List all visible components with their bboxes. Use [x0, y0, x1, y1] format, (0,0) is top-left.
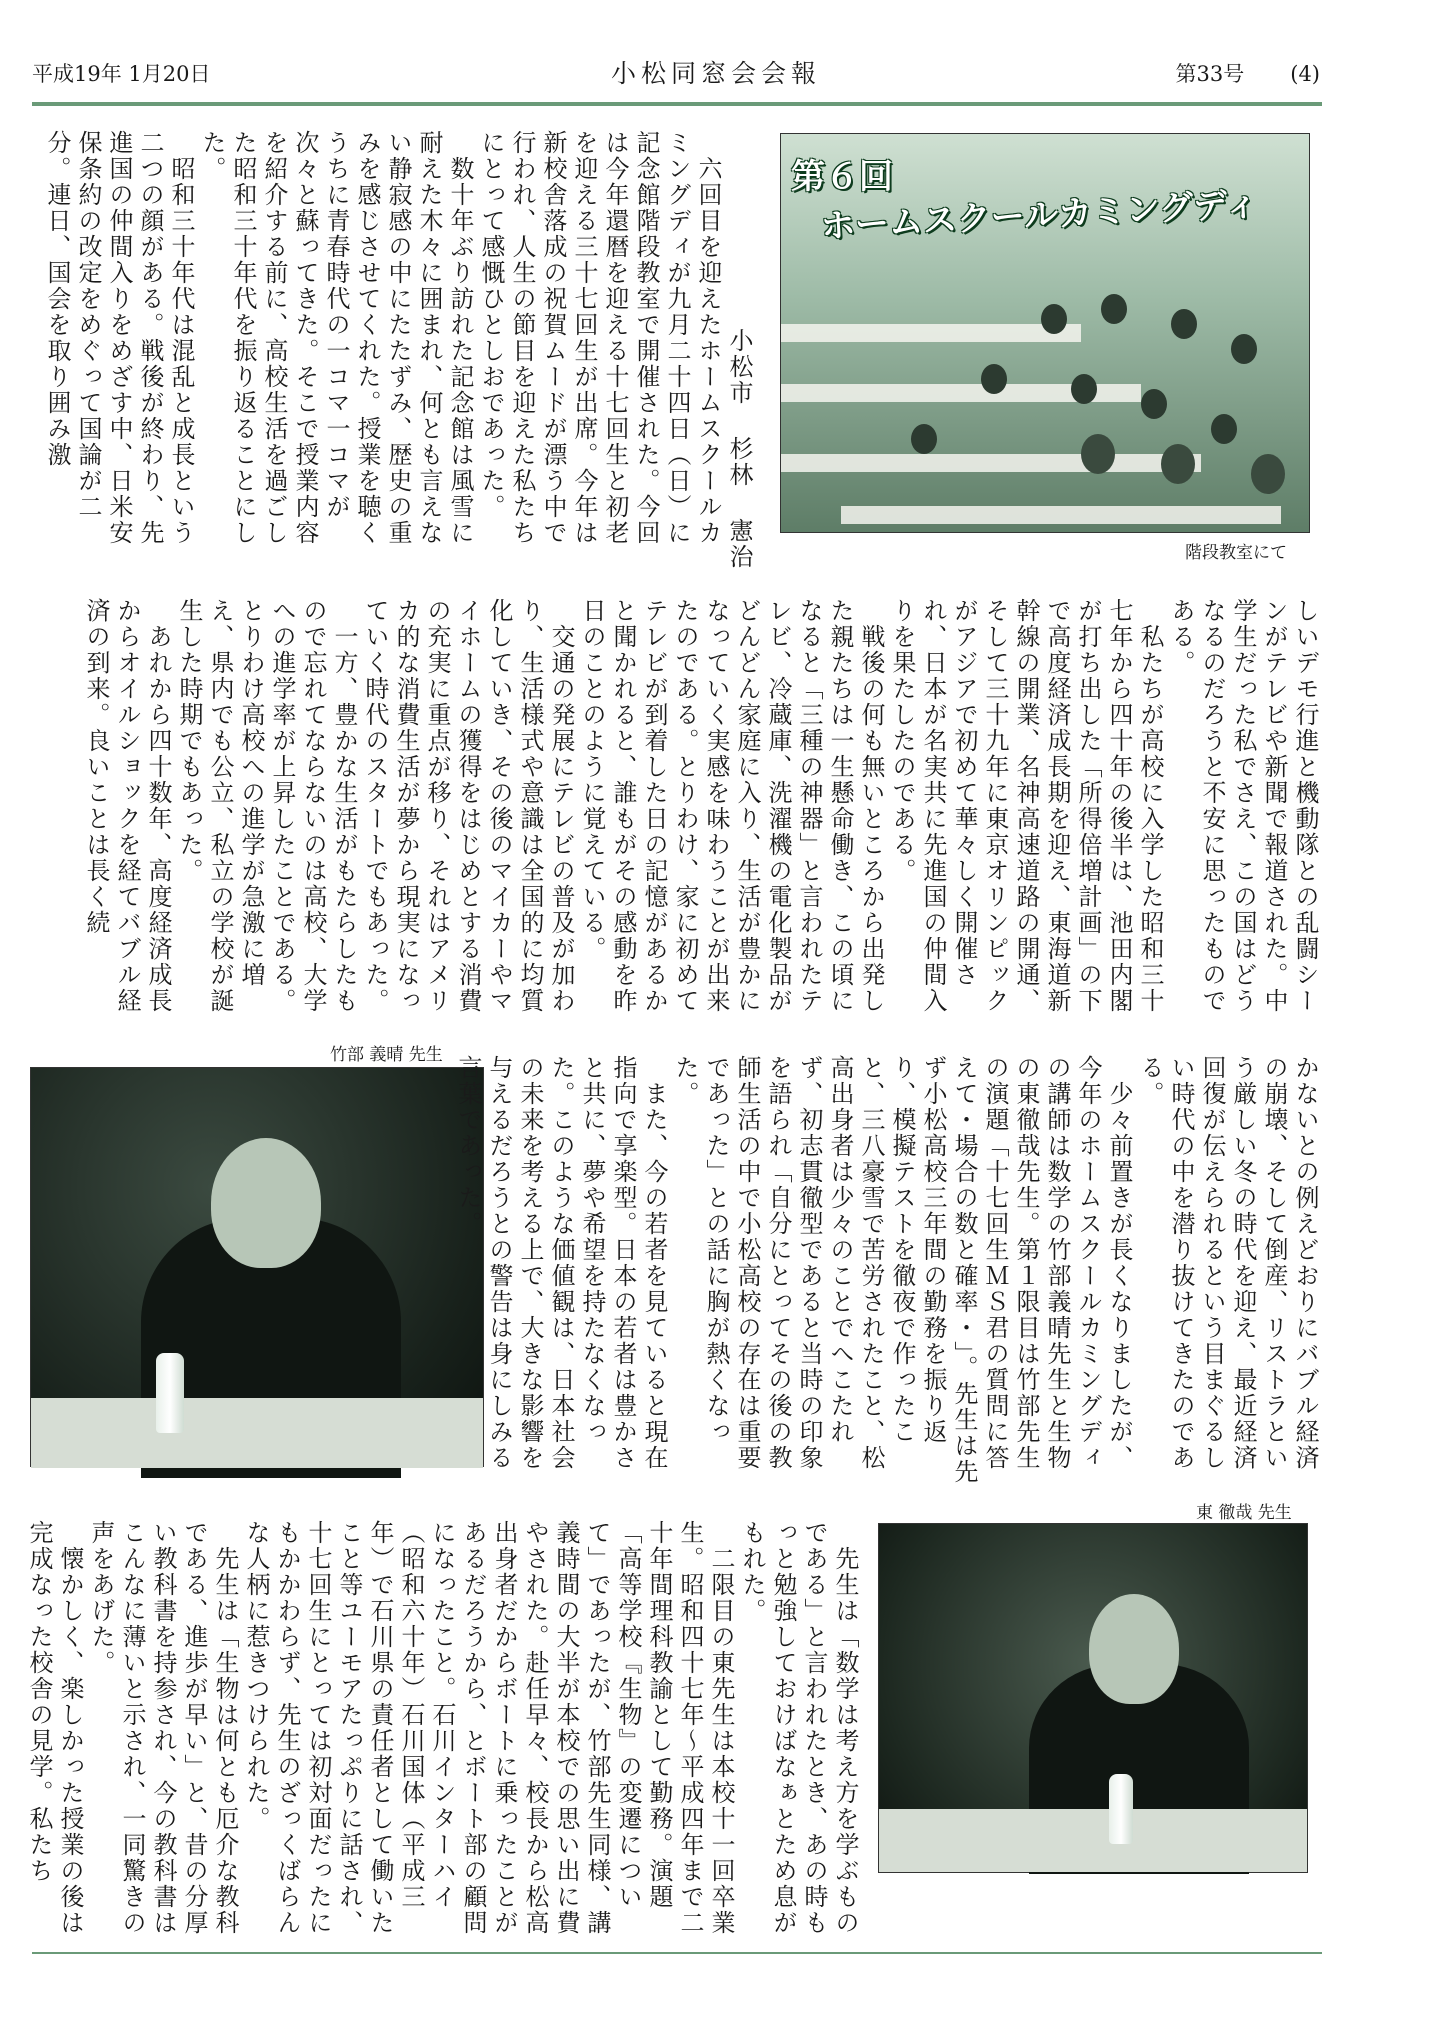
issue-date: 平成19年 1月20日 — [32, 62, 211, 86]
page-number: (4) — [1290, 62, 1320, 86]
issue-number: 第33号 — [1175, 62, 1245, 86]
article-block-4 — [25, 1520, 860, 1940]
teacher2-caption: 東 徹哉 先生 — [1196, 1503, 1292, 1523]
classroom-photo-title — [791, 152, 1259, 252]
newsletter-title: 小松同窓会会報 — [610, 59, 821, 88]
classroom-photo — [780, 133, 1310, 533]
article-text-2: しいデモ行進と機動隊との乱闘シーンがテレビや新聞で報道された。中学生だった私でさえ、この国はどうなるのだろうと不安に思ったものである。 私たちが高校に入学した昭和三十七年から四十年の後半は、池田内閣が打ち出した「所得倍増計画」の下で高度経済成長期を迎え、東海道新幹線の開業、名神高速道路の開通、そして三十九年に東京オリンピックがアジアで初めて華々しく開催され、日本が名実共に先進国の仲間入りを果たしたのである。 戦後の何も無いところから出発した親たちは一生懸命働き、この頃になると「三種の神器」と言われたテレビ、冷蔵庫、洗濯機の電化製品がどんどん家庭に入り、生活が豊かになっていく実感を味わうことが出来たのである。とりわけ、家に初めてテレビが到着した日の記憶があるかと聞かれると、誰もがその感動を昨日のことのように覚えている。 交通の発展にテレビの普及が加わり、生活様式や意識は全国的に均質化していき、その後のマイカーやマイホームの獲得をはじめとする消費の充実に重点が移り、それはアメリカ的な消費生活が夢から現実になっていく時代のスタートでもあった。 一方、豊かな生活がもたらしたもので忘れてならないのは高校、大学への進学率が上昇したことである。とりわけ高校への進学が急激に増え、県内でも公立、私立の学校が誕生した時期でもあった。 あれから四十数年、高度経済成長からオイルショックを経てバブル経済の到来。良いことは長く続 — [82, 598, 1319, 1014]
article-block-1 — [43, 130, 760, 570]
footer-rule — [32, 1952, 1322, 1954]
classroom-photo-title-line1: 第６回 — [791, 157, 893, 197]
classroom-photo-caption: 階段教室にて — [1185, 543, 1287, 563]
article-byline: 小松市 杉林 憲治 — [725, 328, 753, 570]
article-text-3: かないとの例えどおりにバブル経済の崩壊、そして倒産、リストラという厳しい冬の時代を迎え、最近経済回復が伝えられるという目まぐるしい時代の中を潜り抜けてきたのである。 少々前置きが長くなりましたが、今年のホームスクールカミングディの講師は数学の竹部義晴先生と生物の東徹哉先生。第１限目は竹部先生の演題「十七回生ＭＳ君の質問に答えて・場合の数と確率・」。先生は先ず小松高校三年間の勤務を振り返り、模擬テストを徹夜で作ったこと、三八豪雪で苦労されたこと、松高出身者は少々のことでへこたれず、初志貫徹型であると当時の印象を語られ「自分にとってその後の教師生活の中で小松高校の存在は重要であった」との話に胸が熱くなった。 また、今の若者を見ていると現在指向で享楽型。日本の若者は豊かさと共に、夢や希望を持たなくなった。このような価値観は、日本社会の未来を考える上で、大きな影響を与えるだろうとの警告は身にしみる言葉であった。 — [454, 1055, 1319, 1485]
article-block-2 — [60, 598, 1320, 1030]
header-rule — [32, 102, 1322, 106]
teacher1-caption: 竹部 義晴 先生 — [330, 1045, 443, 1065]
teacher2-photo — [878, 1523, 1308, 1873]
article-block-3 — [454, 1055, 1320, 1485]
article-text-4: 先生は「数学は考え方を学ぶものである」と言われたとき、あの時もっと勉強しておけばなぁとため息がもれた。 二限目の東先生は本校十一回卒業生。昭和四十七年〜平成四年まで二十年間理科教諭として勤務。演題「高等学校『生物』の変遷について」であったが、竹部先生同様、講義時間の大半が本校での思い出に費やされた。赴任早々、校長から松高出身者だからボートに乗ったことがあるだろうから、とボート部の顧問になったこと。石川インターハイ（昭和六十年）石川国体（平成三年）で石川県の責任者として働いたこと等ユーモアたっぷりに話され、十七回生にとっては初対面だったにもかかわらず、先生のざっくばらんな人柄に惹きつけられた。 先生は「生物は何とも厄介な教科である、進歩が早い」と、昔の分厚い教科書を持参され、今の教科書はこんなに薄いと示され、一同驚きの声をあげた。 懐かしく、楽しかった授業の後は完成なった校舎の見学。私たち — [25, 1520, 859, 1936]
article-text-1: 六回目を迎えたホームスクールカミングディが九月二十四日（日）に記念館階段教室で開催された。今回は今年還暦を迎える十七回生と初老を迎える三十七回生が出席。今年は新校舎落成の祝賀ムードが漂う中で行われ、人生の節目を迎えた私たちにとって感慨ひとしおであった。 数十年ぶり訪れた記念館は風雪に耐えた木々に囲まれ、何とも言えない静寂感の中にたたずみ、歴史の重みを感じさせてくれた。授業を聴くうちに青春時代の一コマ一コマが次々と蘇ってきた。そこで授業内容を紹介する前に、高校生活を過ごした昭和三十年代を振り返ることにした。 昭和三十年代は混乱と成長という二つの顔がある。戦後が終わり、先進国の仲間入りをめざす中、日米安保条約の改定をめぐって国論が二分。連日、国会を取り囲み激 — [43, 130, 722, 546]
teacher1-photo — [30, 1067, 484, 1467]
issue-info — [1176, 58, 1320, 88]
classroom-photo-title-line2: ホームスクールカミングディ — [819, 184, 1260, 247]
